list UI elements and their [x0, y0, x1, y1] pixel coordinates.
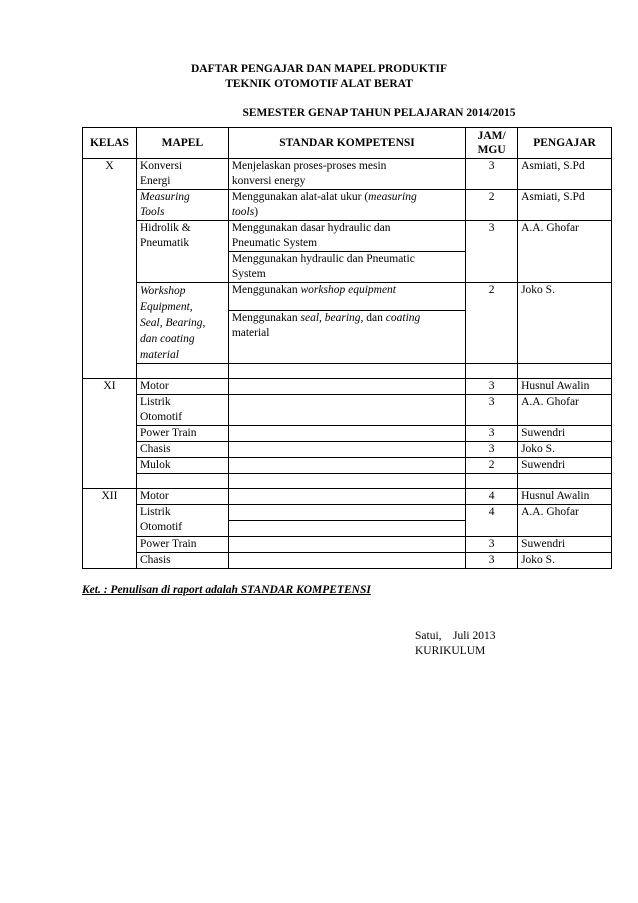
- mapel-cell: Motor: [136, 489, 228, 505]
- sk-cell: [228, 221, 465, 252]
- kelas-cell: X: [83, 159, 137, 379]
- sk-cell: [228, 442, 465, 458]
- pengajar-cell: Suwendri: [518, 537, 612, 553]
- pengajar-cell: Husnul Awalin: [518, 379, 612, 395]
- pengajar-cell: Husnul Awalin: [518, 489, 612, 505]
- pengajar-cell: Asmiati, S.Pd: [518, 159, 612, 190]
- sk-cell: [228, 379, 465, 395]
- header-jam-mgu: [466, 128, 518, 159]
- empty-cell: [136, 364, 228, 379]
- empty-cell: [466, 364, 518, 379]
- title-semester: SEMESTER GENAP TAHUN PELAJARAN 2014/2015: [242, 107, 516, 119]
- header-standar-kompetensi: STANDAR KOMPETENSI: [228, 128, 465, 159]
- sk-text-italic: coating: [385, 311, 421, 324]
- mapel-cell: Mulok: [136, 458, 228, 474]
- sk-cell: [228, 310, 465, 363]
- kelas-cell: XI: [83, 379, 137, 489]
- table-row: [83, 426, 612, 442]
- sk-cell: [228, 159, 465, 190]
- header-pengajar: PENGAJAR: [518, 128, 612, 159]
- mapel-cell: [136, 190, 228, 221]
- jam-cell: 3: [466, 159, 518, 190]
- sk-text: material: [231, 326, 270, 339]
- sk-text: Menggunakan hydraulic dan Pneumatic: [231, 253, 415, 265]
- sk-text: Menggunakan alat-alat ukur (: [231, 191, 369, 203]
- mapel-text: Equipment,: [139, 301, 193, 313]
- jam-cell: 2: [466, 190, 518, 221]
- mapel-text: Measuring: [139, 191, 190, 203]
- sk-cell: [228, 505, 465, 521]
- pengajar-cell: Joko S.: [518, 283, 612, 364]
- mapel-cell: [136, 159, 228, 190]
- header-kelas: KELAS: [83, 128, 137, 159]
- mapel-text: Hidrolik &: [139, 222, 191, 234]
- sk-text: Menggunakan: [231, 284, 301, 296]
- signature-role: KURIKULUM: [415, 645, 486, 657]
- jam-cell: 2: [466, 283, 518, 364]
- mapel-text: Workshop: [139, 285, 186, 297]
- table-row: [83, 283, 612, 311]
- table-row: [83, 221, 612, 252]
- mapel-text: Otomotif: [139, 521, 183, 533]
- footnote: Ket. : Penulisan di raport adalah STANDAR KOMPETENSI: [82, 584, 371, 596]
- table-row: [83, 190, 612, 221]
- table-row: [83, 553, 612, 569]
- empty-cell: [518, 474, 612, 489]
- sk-cell: [228, 553, 465, 569]
- jam-cell: 3: [466, 442, 518, 458]
- mapel-cell: [136, 283, 228, 364]
- table-row: [83, 379, 612, 395]
- table-row: [83, 395, 612, 426]
- sk-text-italic: tools: [231, 206, 255, 218]
- jam-cell: 4: [466, 489, 518, 505]
- table-row-empty: [83, 474, 612, 489]
- sk-text: System: [231, 268, 266, 280]
- pengajar-cell: Suwendri: [518, 458, 612, 474]
- sk-cell: [228, 489, 465, 505]
- jam-cell: 2: [466, 458, 518, 474]
- pengajar-cell: Joko S.: [518, 553, 612, 569]
- mapel-text: Listrik: [139, 396, 171, 408]
- table-row: [83, 442, 612, 458]
- sk-cell: [228, 521, 465, 537]
- empty-cell: [228, 364, 465, 379]
- pengajar-cell: Suwendri: [518, 426, 612, 442]
- pengajar-cell: A.A. Ghofar: [518, 221, 612, 283]
- sk-cell: [228, 458, 465, 474]
- mapel-cell: Power Train: [136, 426, 228, 442]
- header-jam: JAM/: [477, 130, 506, 142]
- pengajar-cell: A.A. Ghofar: [518, 505, 612, 537]
- mapel-cell: [136, 395, 228, 426]
- header-mapel: MAPEL: [136, 128, 228, 159]
- sk-cell: [228, 190, 465, 221]
- signature-place-date: Satui, Juli 2013: [415, 630, 496, 642]
- sk-text-italic: measuring: [368, 191, 417, 203]
- mapel-text: Seal, Bearing,: [139, 317, 206, 329]
- mapel-text: Pneumatik: [139, 237, 190, 249]
- sk-text: Menjelaskan proses-proses mesin: [231, 160, 387, 172]
- jam-cell: 3: [466, 537, 518, 553]
- pengajar-cell: Joko S.: [518, 442, 612, 458]
- table-row: [83, 458, 612, 474]
- kelas-cell: XII: [83, 489, 137, 569]
- sk-text: Menggunakan dasar hydraulic dan: [231, 222, 391, 234]
- mapel-cell: Motor: [136, 379, 228, 395]
- table-row: [83, 505, 612, 521]
- sk-cell: [228, 426, 465, 442]
- table-row: [83, 489, 612, 505]
- jam-cell: 3: [466, 221, 518, 283]
- mapel-text: Otomotif: [139, 411, 183, 423]
- pengajar-cell: A.A. Ghofar: [518, 395, 612, 426]
- title-line-1: DAFTAR PENGAJAR DAN MAPEL PRODUKTIF: [191, 63, 447, 75]
- mapel-text: dan coating: [139, 333, 195, 345]
- table-header-row: [83, 128, 612, 159]
- mapel-cell: Chasis: [136, 442, 228, 458]
- jam-cell: 3: [466, 553, 518, 569]
- sk-cell: [228, 537, 465, 553]
- sk-text: Pneumatic System: [231, 237, 318, 249]
- mapel-cell: [136, 505, 228, 537]
- jam-cell: 3: [466, 379, 518, 395]
- sk-text: Menggunakan: [231, 311, 301, 324]
- sk-text: dan: [363, 311, 386, 324]
- teacher-table: [82, 127, 612, 569]
- mapel-cell: Chasis: [136, 553, 228, 569]
- mapel-text: Konversi: [139, 160, 183, 172]
- jam-cell: 3: [466, 395, 518, 426]
- empty-cell: [518, 364, 612, 379]
- sk-cell: [228, 283, 465, 311]
- table-row-empty: [83, 364, 612, 379]
- mapel-text: Energi: [139, 175, 171, 187]
- sk-cell: [228, 252, 465, 283]
- empty-cell: [466, 474, 518, 489]
- title-line-2: TEKNIK OTOMOTIF ALAT BERAT: [225, 78, 413, 90]
- mapel-text: Tools: [139, 206, 165, 218]
- sk-text-italic: seal, bearing,: [300, 311, 364, 324]
- sk-text: konversi energy: [231, 175, 306, 187]
- mapel-cell: [136, 221, 228, 283]
- jam-cell: 3: [466, 426, 518, 442]
- pengajar-cell: Asmiati, S.Pd: [518, 190, 612, 221]
- sk-text: ): [254, 206, 259, 218]
- jam-cell: 4: [466, 505, 518, 537]
- mapel-text: Listrik: [139, 506, 171, 518]
- empty-cell: [136, 474, 228, 489]
- sk-cell: [228, 395, 465, 426]
- mapel-cell: Power Train: [136, 537, 228, 553]
- sk-text-italic: workshop equipment: [300, 284, 396, 296]
- empty-cell: [228, 474, 465, 489]
- table-row: [83, 537, 612, 553]
- header-mgu: MGU: [477, 144, 506, 156]
- table-row: [83, 159, 612, 190]
- mapel-text: material: [139, 349, 179, 361]
